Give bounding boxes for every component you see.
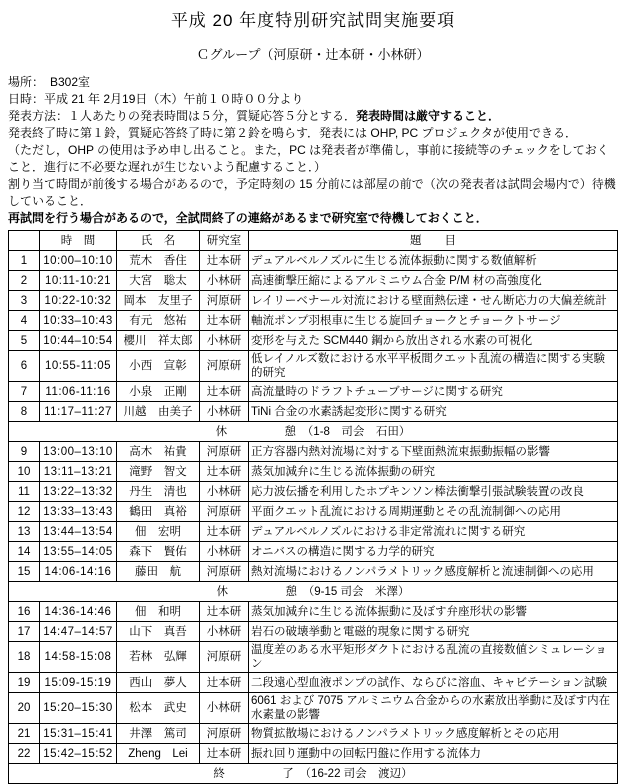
- datetime-line: 日時：平成 21 年 2月19日（木）午前１０時００分より: [8, 92, 304, 106]
- session-divider-label: 休 憩 （1-8 司会 石田）: [9, 422, 618, 442]
- table-row: [9, 502, 618, 522]
- retest-warning-line: 再試問を行う場合があるので，全試問終了の連絡があるまで研究室で待機しておくこと．: [8, 211, 488, 225]
- cell-time: 13:00–13:10: [40, 442, 117, 462]
- schedule-header: [9, 231, 618, 251]
- cell-lab: 河原研: [200, 291, 249, 311]
- method-text: 発表方法：１人あたりの発表時間は５分，質疑応答５分とする．: [8, 109, 357, 123]
- header-row: [9, 231, 618, 251]
- schedule-table: [8, 230, 618, 784]
- cell-no: 15: [9, 562, 40, 582]
- table-row: [9, 442, 618, 462]
- cell-time: 11:06-11:16: [40, 382, 117, 402]
- cell-time: 13:44–13:54: [40, 522, 117, 542]
- cell-title: 6061 および 7075 アルミニウム合金からの水素放出挙動に及ぼす内在水素量の影響: [249, 693, 618, 724]
- table-row: [9, 482, 618, 502]
- table-row: [9, 562, 618, 582]
- cell-time: 11:17–11:27: [40, 402, 117, 422]
- cell-no: 3: [9, 291, 40, 311]
- page-title: 平成 20 年度特別研究試問実施要項: [170, 11, 456, 30]
- cell-name: 鶴田 真裕: [117, 502, 200, 522]
- cell-name: 山下 真吾: [117, 622, 200, 642]
- session-divider-label: 休 憩 （9-15 司会 米澤）: [9, 582, 618, 602]
- cell-title: 軸流ポンプ羽根車に生じる旋回チョークとチョークトサージ: [249, 311, 618, 331]
- cell-title: 変形を与えた SCM440 鋼から放出される水素の可視化: [249, 331, 618, 351]
- table-row: [9, 724, 618, 744]
- table-row: [9, 744, 618, 764]
- cell-lab: 辻本研: [200, 602, 249, 622]
- cell-no: 10: [9, 462, 40, 482]
- cell-time: 13:55–14:05: [40, 542, 117, 562]
- cell-no: 5: [9, 331, 40, 351]
- table-row: [9, 331, 618, 351]
- table-row: [9, 522, 618, 542]
- session-divider-label: 終 了 （16-22 司会 渡辺）: [9, 764, 618, 784]
- cell-time: 10:55-11:05: [40, 351, 117, 382]
- cell-time: 10:22-10:32: [40, 291, 117, 311]
- cell-name: 川越 由美子: [117, 402, 200, 422]
- session-divider-row: [9, 422, 618, 442]
- cell-name: 井澤 篤司: [117, 724, 200, 744]
- cell-name: 滝野 智文: [117, 462, 200, 482]
- cell-lab: 辻本研: [200, 462, 249, 482]
- cell-title: 岩石の破壊挙動と電磁的現象に関する研究: [249, 622, 618, 642]
- cell-name: 岡本 友里子: [117, 291, 200, 311]
- cell-title: 物質拡散場におけるノンパラメトリック感度解析とその応用: [249, 724, 618, 744]
- cell-lab: 河原研: [200, 562, 249, 582]
- note-line-1: 発表終了時に第１鈴，質疑応答終了時に第２鈴を鳴らす．発表には OHP, PC プロジェクタが使用できる．: [8, 126, 578, 140]
- cell-title: 低レイノルズ数における水平平板間クエット乱流の構造に関する実験的研究: [249, 351, 618, 382]
- cell-lab: 河原研: [200, 442, 249, 462]
- cell-name: 藤田 航: [117, 562, 200, 582]
- cell-name: 若林 弘輝: [117, 642, 200, 673]
- session-divider-row: [9, 764, 618, 784]
- cell-no: 19: [9, 673, 40, 693]
- table-row: [9, 542, 618, 562]
- table-row: [9, 271, 618, 291]
- cell-no: 18: [9, 642, 40, 673]
- cell-title: 熱対流場におけるノンパラメトリック感度解析と流速制御への応用: [249, 562, 618, 582]
- schedule-body: [9, 251, 618, 784]
- cell-lab: 辻本研: [200, 673, 249, 693]
- table-row: [9, 673, 618, 693]
- cell-time: 14:06-14:16: [40, 562, 117, 582]
- cell-title: 振れ回り運動中の回転円盤に作用する流体力: [249, 744, 618, 764]
- cell-title: 蒸気加減弁に生じる流体振動に及ぼす弁座形状の影響: [249, 602, 618, 622]
- table-row: [9, 602, 618, 622]
- table-row: [9, 462, 618, 482]
- cell-name: Zheng Lei: [117, 744, 200, 764]
- cell-name: 櫻川 祥太郎: [117, 331, 200, 351]
- cell-lab: 小林研: [200, 693, 249, 724]
- table-row: [9, 251, 618, 271]
- cell-lab: 辻本研: [200, 744, 249, 764]
- cell-no: 12: [9, 502, 40, 522]
- cell-time: 10:33–10:43: [40, 311, 117, 331]
- cell-name: 小泉 正剛: [117, 382, 200, 402]
- cell-time: 14:36-14:46: [40, 602, 117, 622]
- cell-no: 21: [9, 724, 40, 744]
- cell-title: デュアルベルノズルにおける非定常流れに関する研究: [249, 522, 618, 542]
- cell-title: TiNi 合金の水素誘起変形に関する研究: [249, 402, 618, 422]
- cell-lab: 小林研: [200, 402, 249, 422]
- cell-name: 森下 賢佑: [117, 542, 200, 562]
- cell-title: オニバスの構造に関する力学的研究: [249, 542, 618, 562]
- cell-lab: 小林研: [200, 271, 249, 291]
- cell-name: 有元 悠祐: [117, 311, 200, 331]
- note-line-2: （ただし，OHP の使用は予め申し出ること。また，PC は発表者が準備し，事前に接続等のチェックをしておくこと．進行に不必要な遅れが生じないよう配慮すること．）: [8, 143, 609, 174]
- cell-time: 10:11-10:21: [40, 271, 117, 291]
- cell-lab: 河原研: [200, 642, 249, 673]
- cell-title: 応力波伝播を利用したホプキンソン棒法衝撃引張試験装置の改良: [249, 482, 618, 502]
- cell-name: 佃 宏明: [117, 522, 200, 542]
- session-divider-row: [9, 582, 618, 602]
- cell-time: 10:00–10:10: [40, 251, 117, 271]
- cell-no: 7: [9, 382, 40, 402]
- cell-time: 13:33–13:43: [40, 502, 117, 522]
- header-no: [9, 231, 40, 251]
- cell-time: 15:09-15:19: [40, 673, 117, 693]
- header-time: 時 間: [40, 231, 117, 251]
- cell-time: 14:47–14:57: [40, 622, 117, 642]
- place-line: 場所： B302室: [8, 75, 91, 89]
- cell-lab: 小林研: [200, 542, 249, 562]
- cell-no: 13: [9, 522, 40, 542]
- cell-time: 15:20–15:30: [40, 693, 117, 724]
- cell-time: 13:11–13:21: [40, 462, 117, 482]
- cell-no: 4: [9, 311, 40, 331]
- cell-time: 10:44–10:54: [40, 331, 117, 351]
- table-row: [9, 311, 618, 331]
- table-row: [9, 402, 618, 422]
- cell-no: 14: [9, 542, 40, 562]
- method-bold-text: 発表時間は厳守すること．: [356, 109, 501, 123]
- cell-title: レイリーベナール対流における壁面熱伝達・せん断応力の大偏差統計: [249, 291, 618, 311]
- header-name: 氏 名: [117, 231, 200, 251]
- cell-no: 8: [9, 402, 40, 422]
- cell-no: 20: [9, 693, 40, 724]
- cell-lab: 河原研: [200, 351, 249, 382]
- cell-no: 2: [9, 271, 40, 291]
- cell-title: 高速衝撃圧縮によるアルミニウム合金 P/M 材の高強度化: [249, 271, 618, 291]
- header-title: 題 目: [249, 231, 618, 251]
- group-subtitle: Ｃグループ（河原研・辻本研・小林研）: [196, 47, 430, 62]
- cell-title: 高流量時のドラフトチューブサージに関する研究: [249, 382, 618, 402]
- cell-no: 16: [9, 602, 40, 622]
- table-row: [9, 693, 618, 724]
- cell-lab: 辻本研: [200, 522, 249, 542]
- cell-lab: 小林研: [200, 331, 249, 351]
- cell-lab: 小林研: [200, 622, 249, 642]
- cell-name: 松本 武史: [117, 693, 200, 724]
- cell-name: 荒木 香住: [117, 251, 200, 271]
- cell-no: 11: [9, 482, 40, 502]
- cell-lab: 辻本研: [200, 382, 249, 402]
- cell-time: 13:22–13:32: [40, 482, 117, 502]
- cell-title: 蒸気加減弁に生じる流体振動の研究: [249, 462, 618, 482]
- table-row: [9, 622, 618, 642]
- header-lab: 研究室: [200, 231, 249, 251]
- cell-time: 15:31–15:41: [40, 724, 117, 744]
- cell-name: 高木 祐貴: [117, 442, 200, 462]
- cell-no: 6: [9, 351, 40, 382]
- method-line: [8, 108, 618, 125]
- cell-name: 西山 夢人: [117, 673, 200, 693]
- table-row: [9, 382, 618, 402]
- cell-title: デュアルベルノズルに生じる流体振動に関する数値解析: [249, 251, 618, 271]
- header-info-block: [8, 74, 618, 227]
- table-row: [9, 642, 618, 673]
- cell-lab: 小林研: [200, 482, 249, 502]
- cell-name: 小西 宣彰: [117, 351, 200, 382]
- cell-no: 17: [9, 622, 40, 642]
- cell-no: 22: [9, 744, 40, 764]
- table-row: [9, 291, 618, 311]
- cell-title: 二段遠心型血液ポンプの試作、ならびに溶血、キャビテーション試験: [249, 673, 618, 693]
- cell-title: 温度差のある水平矩形ダクトにおける乱流の直接数値シミュレーション: [249, 642, 618, 673]
- cell-name: 佃 和明: [117, 602, 200, 622]
- cell-lab: 辻本研: [200, 311, 249, 331]
- table-row: [9, 351, 618, 382]
- cell-title: 平面クエット乱流における周期運動とその乱流制御への応用: [249, 502, 618, 522]
- note-line-3: 割り当て時間が前後する場合があるので，予定時刻の 15 分前には部屋の前で（次の発表者は試問会場内で）待機していること．: [8, 177, 616, 208]
- cell-lab: 辻本研: [200, 251, 249, 271]
- cell-name: 大宮 聡太: [117, 271, 200, 291]
- cell-title: 正方容器内熱対流場に対する下壁面熱流束振動振幅の影響: [249, 442, 618, 462]
- cell-no: 9: [9, 442, 40, 462]
- cell-lab: 河原研: [200, 502, 249, 522]
- cell-no: 1: [9, 251, 40, 271]
- cell-time: 14:58-15:08: [40, 642, 117, 673]
- cell-time: 15:42–15:52: [40, 744, 117, 764]
- cell-name: 丹生 清也: [117, 482, 200, 502]
- cell-lab: 河原研: [200, 724, 249, 744]
